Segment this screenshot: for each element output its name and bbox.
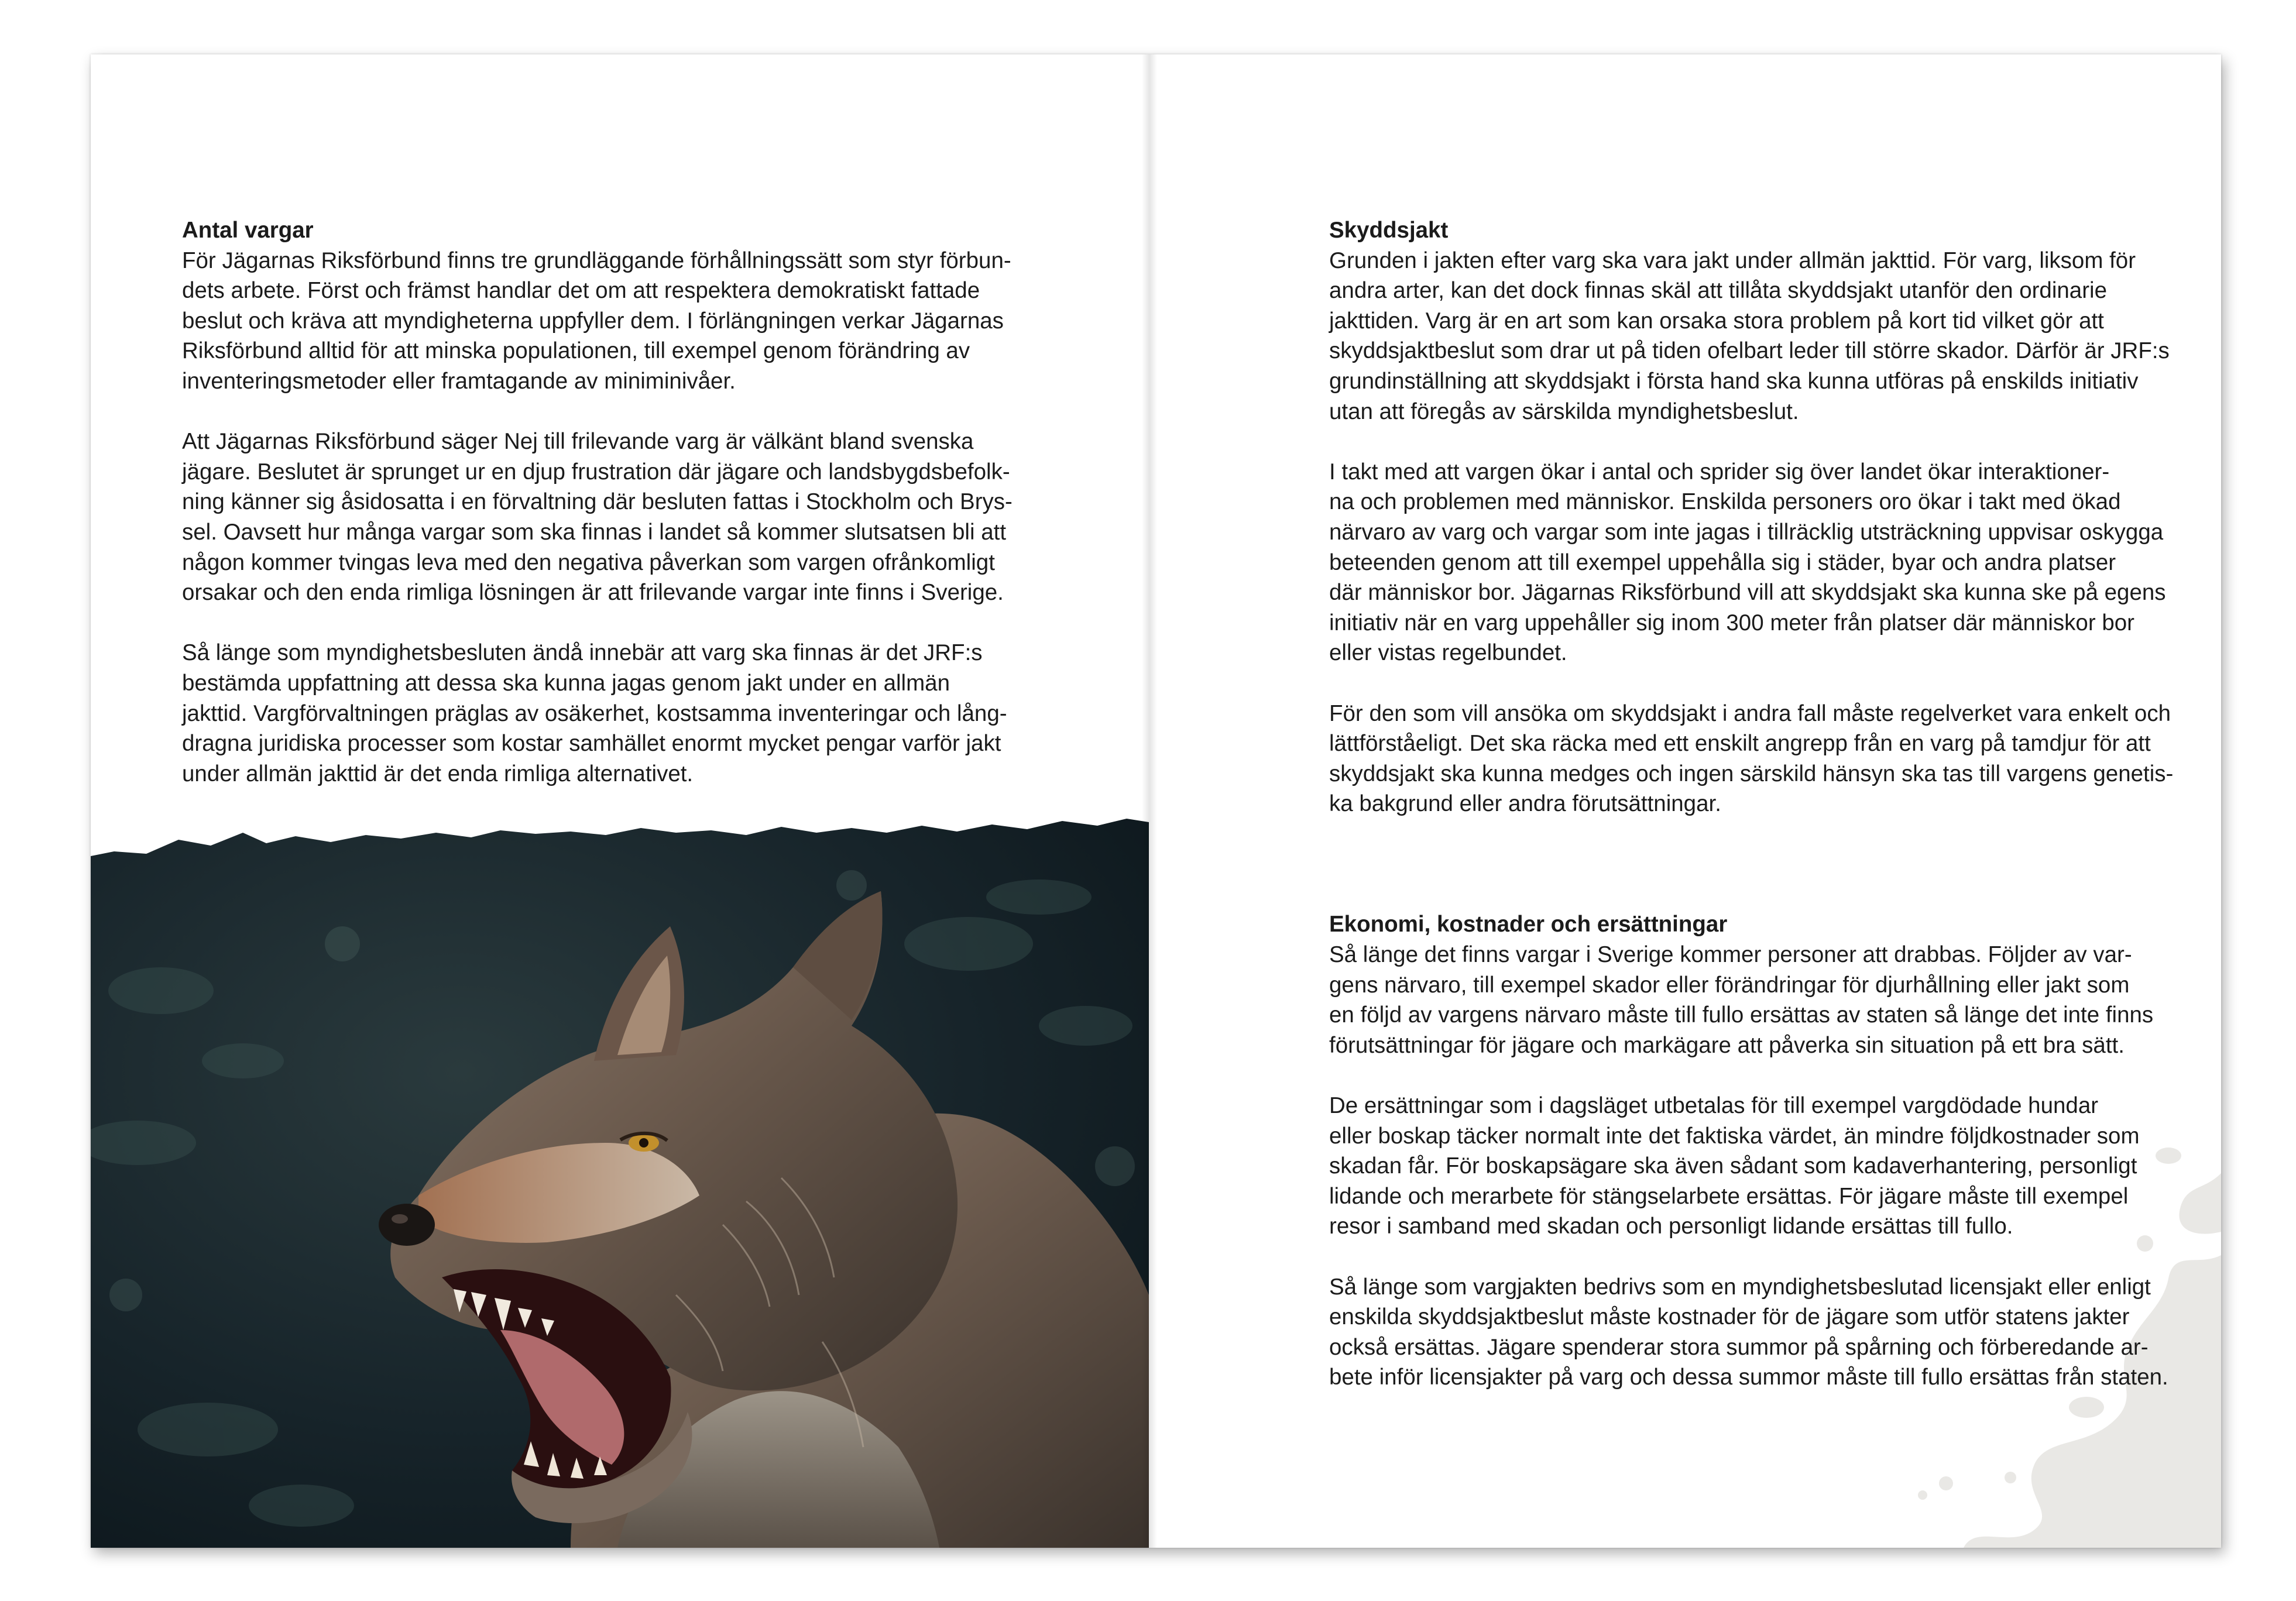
text-line: närvaro av varg och vargar som inte jagas i tillräcklig utsträckning uppvisar oskygga [1329, 519, 2164, 545]
text-line: enskilda skyddsjaktbeslut måste kostnader för de jägare som utför statens jakter [1329, 1304, 2130, 1330]
body-paragraph [1329, 940, 2221, 1060]
text-line: grundinställning att skyddsjakt i första hand ska kunna utföras på enskilds initiativ [1329, 368, 2139, 394]
section-heading-ekonomi: Ekonomi, kostnader och ersättningar [1329, 912, 1728, 937]
brochure-spread [91, 54, 2221, 1548]
text-line: dets arbete. Först och främst handlar det om att respektera demokratiskt fattade [182, 278, 980, 304]
text-line: orsakar och den enda rimliga lösningen är att frilevande vargar inte finns i Sverige. [182, 580, 1004, 606]
text-line: De ersättningar som i dagsläget utbetalas för till exempel vargdödade hundar [1329, 1093, 2099, 1119]
body-paragraph [182, 638, 1095, 789]
text-line: Så länge som myndighetsbesluten ändå innebär att varg ska finnas är det JRF:s [182, 640, 983, 666]
text-line: inventeringsmetoder eller framtagande av miniminivåer. [182, 368, 736, 394]
text-line: förutsättningar för jägare och markägare att påverka sin situation på ett bra sätt. [1329, 1032, 2125, 1058]
body-paragraph [1329, 457, 2221, 668]
body-paragraph [1329, 1272, 2221, 1393]
left-text-column [182, 215, 1095, 819]
text-line: också ersättas. Jägare spenderar stora summor på spårning och förberedande ar- [1329, 1334, 2149, 1360]
text-line: resor i samband med skadan och personligt lidande ersättas till fullo. [1329, 1214, 2013, 1239]
text-line: na och problemen med människor. Enskilda personers oro ökar i takt med ökad [1329, 489, 2121, 515]
text-line: beteenden genom att till exempel uppehålla sig i städer, byar och andra platser [1329, 549, 2116, 575]
text-line: jägare. Beslutet är sprunget ur en djup frustration där jägare och landsbygdsbefolk- [182, 459, 1010, 485]
text-line: någon kommer tvingas leva med den negativa påverkan som vargen ofrånkomligt [182, 549, 995, 575]
text-line: skyddsjakt ska kunna medges och ingen särskild hänsyn ska tas till vargens genetis- [1329, 761, 2174, 786]
text-line: en följd av vargens närvaro måste till fullo ersättas av staten så länge det inte finns [1329, 1002, 2154, 1028]
skyddsjakt-paragraphs [1329, 246, 2221, 819]
text-line: gens närvaro, till exempel skador eller förändringar för djurhållning eller jakt som [1329, 972, 2130, 998]
body-paragraph [1329, 699, 2221, 819]
text-line: eller vistas regelbundet. [1329, 640, 1567, 666]
section-heading-skyddsjakt: Skyddsjakt [1329, 218, 1449, 243]
text-line: eller boskap täcker normalt inte det faktiska värdet, än mindre följdkostnader som [1329, 1123, 2140, 1149]
text-line: utan att föregås av särskilda myndighetsbeslut. [1329, 398, 1799, 424]
text-line: För Jägarnas Riksförbund finns tre grundläggande förhållningssätt som styr förbun- [182, 248, 1011, 273]
text-line: Att Jägarnas Riksförbund säger Nej till frilevande varg är välkänt bland svenska [182, 429, 974, 455]
section-heading-antal-vargar: Antal vargar [182, 218, 314, 243]
right-page [1149, 54, 2221, 1548]
text-line: skyddsjaktbeslut som drar ut på tiden ofelbart leder till större skador. Därför är JRF:s [1329, 338, 2170, 364]
wolf-photo [91, 815, 1149, 1548]
text-line: sel. Oavsett hur många vargar som ska finnas i landet så kommer slutsatsen bli att [182, 519, 1007, 545]
body-paragraph [1329, 246, 2221, 427]
body-paragraph [1329, 1091, 2221, 1242]
text-line: bestämda uppfattning att dessa ska kunna jagas genom jakt under en allmän [182, 670, 950, 696]
text-line: lättförståeligt. Det ska räcka med ett enskilt angrepp från en varg på tamdjur för att [1329, 731, 2151, 757]
body-paragraph [182, 427, 1095, 608]
text-line: Så länge det finns vargar i Sverige kommer personer att drabbas. Följder av var- [1329, 942, 2132, 968]
left-page [91, 54, 1149, 1548]
text-line: I takt med att vargen ökar i antal och sprider sig över landet ökar interaktioner- [1329, 459, 2110, 485]
text-line: dragna juridiska processer som kostar samhället enormt mycket pengar varför jakt [182, 731, 1001, 757]
text-line: beslut och kräva att myndigheterna uppfyller dem. I förlängningen verkar Jägarnas [182, 308, 1004, 334]
text-line: ka bakgrund eller andra förutsättningar. [1329, 791, 1721, 817]
text-line: För den som vill ansöka om skyddsjakt i andra fall måste regelverket vara enkelt och [1329, 700, 2171, 726]
right-text-column [1329, 215, 2221, 1423]
left-paragraphs [182, 246, 1095, 789]
text-line: skadan får. För boskapsägare ska även sådant som kadaverhantering, personligt [1329, 1153, 2137, 1179]
text-line: Så länge som vargjakten bedrivs som en myndighetsbeslutad licensjakt eller enligt [1329, 1274, 2151, 1300]
text-line: där människor bor. Jägarnas Riksförbund vill att skyddsjakt ska kunna ske på egens [1329, 580, 2166, 606]
ekonomi-paragraphs [1329, 940, 2221, 1393]
text-line: initiativ när en varg uppehåller sig inom 300 meter från platser där människor bor [1329, 610, 2134, 635]
body-paragraph [182, 246, 1095, 397]
text-line: lidande och merarbete för stängselarbete ersättas. För jägare måste till exempel [1329, 1183, 2129, 1209]
text-line: jakttiden. Varg är en art som kan orsaka stora problem på kort tid vilket gör att [1329, 308, 2104, 334]
text-line: jakttid. Vargförvaltningen präglas av osäkerhet, kostsamma inventeringar och lång- [182, 700, 1007, 726]
text-line: under allmän jakttid är det enda rimliga alternativet. [182, 761, 694, 786]
text-line: andra arter, kan det dock finnas skäl att tillåta skyddsjakt utanför den ordinarie [1329, 278, 2108, 304]
text-line: bete inför licensjakter på varg och dessa summor måste till fullo ersättas från staten. [1329, 1365, 2168, 1390]
text-line: ning känner sig åsidosatta i en förvaltning där besluten fattas i Stockholm och Brys- [182, 489, 1013, 515]
text-line: Riksförbund alltid för att minska populationen, till exempel genom förändring av [182, 338, 970, 364]
text-line: Grunden i jakten efter varg ska vara jakt under allmän jakttid. För varg, liksom för [1329, 248, 2136, 273]
